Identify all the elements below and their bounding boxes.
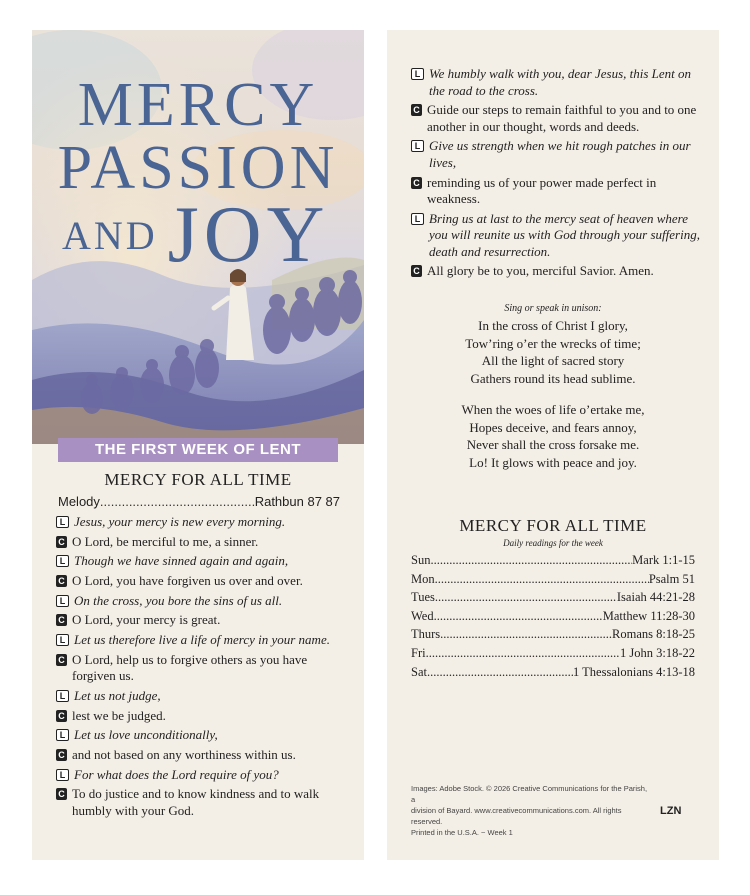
congregation-text: All glory be to you, merciful Savior. Amen.: [427, 263, 654, 279]
readings-list: [411, 551, 695, 681]
reading-day: Thurs: [411, 627, 441, 642]
hymn-verse-1: [387, 317, 719, 387]
leader-marker-icon: L: [56, 769, 69, 781]
leader-text: Bring us at last to the mercy seat of heaven where you will reunite us with God through your suffering, death and resurrection.: [429, 210, 700, 259]
leader-text: Jesus, your mercy is new every morning.: [74, 514, 286, 529]
reading-ref: Isaiah 44:21-28: [616, 590, 695, 605]
verse-line: Gathers round its head sublime.: [470, 370, 636, 386]
litany-line: [411, 138, 701, 171]
litany-line: [56, 573, 346, 590]
dot-leader: [440, 625, 612, 644]
litany-line: [56, 553, 346, 570]
congregation-text: and not based on any worthiness within us.: [72, 747, 296, 763]
litany-line: [411, 263, 701, 280]
verse-line: Lo! It glows with peace and joy.: [469, 454, 637, 470]
reading-row: [411, 607, 695, 626]
melody-value: Rathbun 87 87: [254, 494, 340, 509]
back-card: [387, 30, 719, 860]
dot-leader: [435, 570, 649, 589]
leader-marker-icon: L: [411, 68, 424, 80]
reading-row: [411, 551, 695, 570]
cover-illustration: [32, 30, 364, 444]
week-banner: THE FIRST WEEK OF LENT: [58, 438, 338, 462]
verse-line: Tow’ring o’er the wrecks of time;: [465, 335, 641, 351]
congregation-text: lest we be judged.: [72, 707, 166, 723]
leader-text: Though we have sinned again and again,: [74, 553, 289, 569]
leader-text: We humbly walk with you, dear Jesus, this Lent on the road to the cross.: [429, 66, 692, 98]
litany-line: [411, 211, 701, 261]
reading-day: Fri: [411, 645, 426, 660]
reading-day: Mon: [411, 571, 435, 586]
credit-line: Printed in the U.S.A. ~ Week 1: [411, 828, 513, 837]
dot-leader: [100, 494, 255, 509]
congregation-text: Guide our steps to remain faithful to you and to one another in our thought, words and deeds.: [427, 102, 697, 134]
credit-line: Images: Adobe Stock. © 2026 Creative Communications for the Parish, a: [411, 784, 648, 804]
leader-text: Let us love unconditionally,: [74, 727, 218, 743]
leader-marker-icon: L: [56, 634, 69, 646]
copyright-credits: [411, 783, 651, 838]
congregation-marker-icon: C: [411, 177, 422, 189]
verse-line: Hopes deceive, and fears annoy,: [469, 419, 637, 435]
front-card: [32, 30, 364, 860]
leader-marker-icon: L: [411, 213, 424, 225]
litany-line: [56, 652, 346, 685]
reading-row: [411, 570, 695, 589]
congregation-marker-icon: C: [56, 614, 67, 626]
reading-day: Wed: [411, 608, 434, 623]
dot-leader: [426, 644, 620, 663]
verse-line: All the light of sacred story: [481, 353, 625, 368]
dot-leader: [434, 607, 603, 626]
reading-ref: Matthew 11:28-30: [602, 608, 695, 623]
melody-label: Melody: [58, 494, 100, 509]
dot-leader: [427, 663, 573, 682]
leader-marker-icon: L: [56, 516, 69, 528]
leader-text: Let us therefore live a life of mercy in your name.: [74, 632, 330, 648]
readings-subtitle: Daily readings for the week: [503, 538, 603, 548]
reading-row: [411, 663, 695, 682]
reading-row: [411, 644, 695, 663]
congregation-marker-icon: C: [411, 265, 422, 277]
litany-line: [56, 747, 346, 764]
congregation-text: To do justice and to know kindness and to walk humbly with your God.: [72, 786, 320, 818]
dot-leader: [438, 588, 617, 607]
litany-left: [56, 514, 346, 823]
cover-title-joy: JOY: [167, 191, 330, 279]
reading-row: [411, 625, 695, 644]
cover-title-and-joy: [62, 190, 329, 281]
melody-line: [58, 494, 340, 509]
litany-line: [56, 786, 346, 819]
congregation-marker-icon: C: [411, 104, 422, 116]
leader-text: For what does the Lord require of you?: [74, 766, 279, 782]
leader-marker-icon: L: [56, 595, 69, 607]
litany-line: [56, 534, 346, 551]
reading-ref: Romans 8:18-25: [612, 627, 695, 642]
dot-leader: [430, 551, 632, 570]
congregation-marker-icon: C: [56, 575, 67, 587]
verse-line: Never shall the cross forsake me.: [466, 437, 640, 452]
reading-ref: Mark 1:1-15: [632, 553, 695, 567]
leader-text: Let us not judge,: [74, 688, 161, 703]
leader-marker-icon: L: [56, 555, 69, 567]
reading-day: Sat: [411, 664, 427, 679]
congregation-text: reminding us of your power made perfect in weakness.: [427, 174, 657, 207]
reading-day: Sun: [411, 553, 431, 567]
litany-line: [56, 767, 346, 784]
litany-line: [56, 612, 346, 629]
reading-ref: Psalm 51: [648, 571, 695, 586]
litany-line: [56, 514, 346, 531]
congregation-text: O Lord, be merciful to me, a sinner.: [72, 533, 259, 549]
cover-title-and: AND: [62, 213, 158, 258]
product-code: LZN: [660, 805, 682, 817]
credit-line: division of Bayard. www.creativecommunications.com. All rights reserved.: [411, 806, 622, 826]
litany-line: [56, 632, 346, 649]
litany-line: [56, 727, 346, 744]
congregation-text: O Lord, your mercy is great.: [72, 612, 221, 628]
reading-day: Tues.: [411, 590, 438, 605]
litany-line: [56, 593, 346, 610]
reading-ref: 1 John 3:18-22: [620, 645, 695, 660]
congregation-text: O Lord, help us to forgive others as you have forgiven us.: [72, 651, 308, 684]
litany-line: [411, 102, 701, 135]
litany-right: [411, 66, 701, 283]
leader-marker-icon: L: [56, 690, 69, 702]
congregation-marker-icon: C: [56, 749, 67, 761]
congregation-text: O Lord, you have forgiven us over and over.: [72, 573, 303, 589]
litany-line: [56, 688, 346, 705]
litany-line: [56, 708, 346, 725]
leader-marker-icon: L: [411, 140, 424, 152]
litany-line: [411, 66, 701, 99]
litany-title: MERCY FOR ALL TIME: [104, 470, 292, 489]
congregation-marker-icon: C: [56, 788, 67, 800]
reading-row: [411, 588, 695, 607]
sing-instruction: Sing or speak in unison:: [504, 303, 602, 314]
reading-ref: 1 Thessalonians 4:13-18: [573, 664, 695, 679]
congregation-marker-icon: C: [56, 710, 67, 722]
verse-line: When the woes of life o’ertake me,: [461, 402, 645, 417]
hymn-verse-2: [387, 401, 719, 471]
congregation-marker-icon: C: [56, 536, 67, 548]
verse-line: In the cross of Christ I glory,: [478, 318, 628, 333]
cover-title-passion: PASSION: [57, 134, 339, 202]
leader-marker-icon: L: [56, 729, 69, 741]
leader-text: Give us strength when we hit rough patches in our lives,: [429, 138, 691, 170]
leader-text: On the cross, you bore the sins of us all.: [74, 592, 283, 608]
cover-title-mercy: MERCY: [77, 71, 319, 139]
readings-title: MERCY FOR ALL TIME: [459, 516, 647, 535]
litany-line: [411, 175, 701, 208]
congregation-marker-icon: C: [56, 654, 67, 666]
